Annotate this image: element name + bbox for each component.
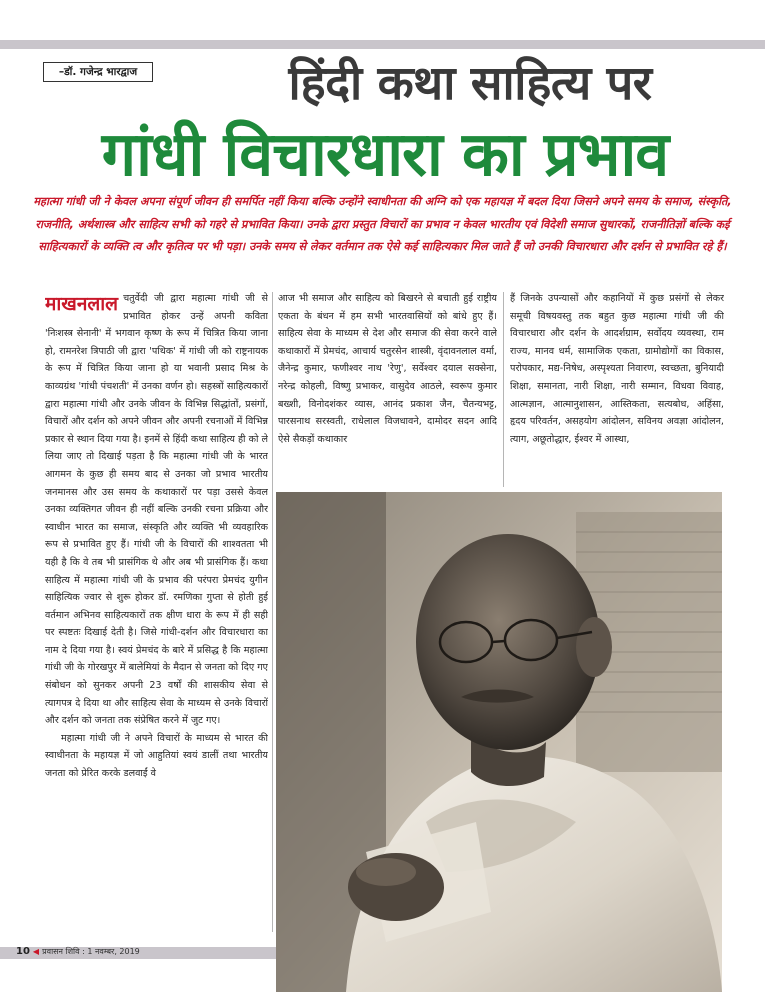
body-column-3 [510,290,724,490]
title-line-2: गांधी विचारधारा का प्रभाव [101,119,669,190]
column-1-paragraph-1: चतुर्वेदी जी द्वारा महात्मा गांधी जी से प्रभावित होकर उन्हें अपनी कविता 'निःशस्त्र सेनानी' में भगवान कृष्ण के रूप में चित्रित किया जाना हो, रामनरेश त्रिपाठी जी द्वारा 'पथिक' में गांधी जी को राष्ट्रनायक के रूप में चित्रित किया जाना हो या भवानी प्रसाद मिश्र के काव्यग्रंथ 'गांधी पंचशती' में उनका वर्णन हो। सहस्त्रों साहित्यकारों द्वारा महात्मा गांधी और उनके जीवन के विभिन्न सिद्धांतों, प्रसंगों, विचारों और दर्शन को अपने जीवन और अपनी रचनाओं में विभिन्न प्रकार से स्थान दिया गया है। इनमें से हिंदी कथा साहित्य ही को ले लिया जाए तो दिखाई पड़ता है कि महात्मा गांधी जी के भारत आगमन के कुछ ही समय बाद से उनका जो प्रभाव भारतीय जनमानस और उस समय के कथाकारों पर पड़ा उससे केवल उनका व्यक्तिगत जीवन ही नहीं बल्कि उनकी रचना प्रक्रिया और स्वाधीन भारत का समाज, संस्कृति और व्यक्ति भी व्यवहारिक रूप से प्रभावित हुए हैं। गांधी जी के विचारों की शाश्वतता भी यही है कि वे तब भी प्रासंगिक थे और अब भी प्रासंगिक हैं। कथा साहित्य में महात्मा गांधी जी के प्रभाव की परंपरा प्रेमचंद युगीन साहित्यिक ज्वार से शुरू होकर डॉ. रमणिका गुप्ता से होती हुई वर्तमान अभिनव साहित्यकारों तक क्षीण धारा के रूप में ही सही पर स्पष्टतः दिखाई देती है। जिसे गांधी-दर्शन और विचारधारा का नाम दे दिया गया है। स्वयं प्रेमचंद के बारे में प्रसिद्ध है कि महात्मा गांधी जी के गोरखपुर में बालेमियां के मैदान से जनता को दिए गए संबोधन को सुनकर अपनी 23 वर्षों की शासकीय सेवा से त्यागपत्र दे दिया था और साहित्य सेवा के माध्यम से उनके विचारों और दर्शन को जनता तक संप्रेषित करने में जुट गए। [45,293,268,727]
top-band [0,40,765,49]
page-number: 10 [16,946,30,957]
body-column-2 [278,290,497,490]
title-line-1: हिंदी कथा साहित्य पर [288,56,652,111]
author-byline: –डॉ. गजेन्द्र भारद्वाज [43,62,153,82]
column-2-paragraph: आज भी समाज और साहित्य को बिखरने से बचाती हुई राष्ट्रीय एकता के बंधन में हम सभी भारतवासियों को बांधे हुए हैं। साहित्य सेवा के माध्यम से देश और समाज की सेवा करने वाले कथाकारों में प्रेमचंद, आचार्य चतुरसेन शास्त्री, वृंदावनलाल वर्मा, जैनेन्द्र कुमार, फणीश्वर नाथ 'रेणु', सर्वेश्वर दयाल सक्सेना, नरेन्द्र कोहली, विष्णु प्रभाकर, वासुदेव आठले, स्वरूप कुमार बख्शी, विनोदशंकर व्यास, आनंद प्रकाश जैन, चैतन्यभट्ट, पारसनाथ सरस्वती, राधेलाल विजधावने, दामोदर सदन आदि ऐसे सैकड़ों कथाकार [278,293,497,445]
gandhi-portrait-photo [276,492,722,992]
column-3-paragraph: हैं जिनके उपन्यासों और कहानियों में कुछ प्रसंगों से लेकर समूची विषयवस्तु तक बहुत कुछ महात्मा गांधी जी की विचारधारा और दर्शन के आदर्शग्राम, सर्वोदय व्यवस्था, राम राज्य, मानव धर्म, सामाजिक एकता, ग्रामोद्योगों का विकास, परोपकार, मद्य-निषेध, अस्पृश्यता निवारण, स्वच्छता, बुनियादी शिक्षा, समानता, नारी शिक्षा, नारी सम्मान, विधवा विवाह, आत्मज्ञान, आत्मानुशासन, आस्तिकता, सत्यबोध, अहिंसा, हृदय परिवर्तन, असहयोग आंदोलन, सविनय अवज्ञा आंदोलन, त्याग, अछूतोद्धार, ईश्वर में आस्था, [510,293,724,445]
drop-word: माखनलाल [45,293,119,315]
column-divider-2 [503,292,504,487]
body-column-1 [45,290,268,940]
page-footer [16,945,140,959]
column-divider-1 [272,292,273,932]
publication-line: प्रवासन शिवि : 1 नवम्बर, 2019 [42,947,140,956]
lead-paragraph: महात्मा गांधी जी ने केवल अपना संपूर्ण जीवन ही समर्पित नहीं किया बल्कि उन्होंने स्वाधीनता की अग्नि को एक महायज्ञ में बदल दिया जिसने अपने समय के समाज, संस्कृति, राजनीति, अर्थशास्त्र और साहित्य सभी को गहरे से प्रभावित किया। उनके द्वारा प्रस्तुत विचारों का प्रभाव न केवल भारतीय एवं विदेशी समाज सुधारकों, राजनीतिज्ञों बल्कि कई साहित्यकारों के व्यक्ति त्व और कृतित्व पर भी पड़ा। उनके समय से लेकर वर्तमान तक ऐसे कई साहित्यकार मिल जाते हैं जो उनकी विचारधारा और दर्शन से प्रभावित रहे हैं। [33,195,732,253]
column-1-paragraph-2: महात्मा गांधी जी ने अपने विचारों के माध्यम से भारत की स्वाधीनता के महायज्ञ में जो आहुतियां स्वयं डालीं तथा भारतीय जनता को प्रेरित करके डलवाईं वे [45,732,268,780]
portrait-illustration [276,492,722,992]
footer-arrow-icon: ◀ [32,947,40,956]
